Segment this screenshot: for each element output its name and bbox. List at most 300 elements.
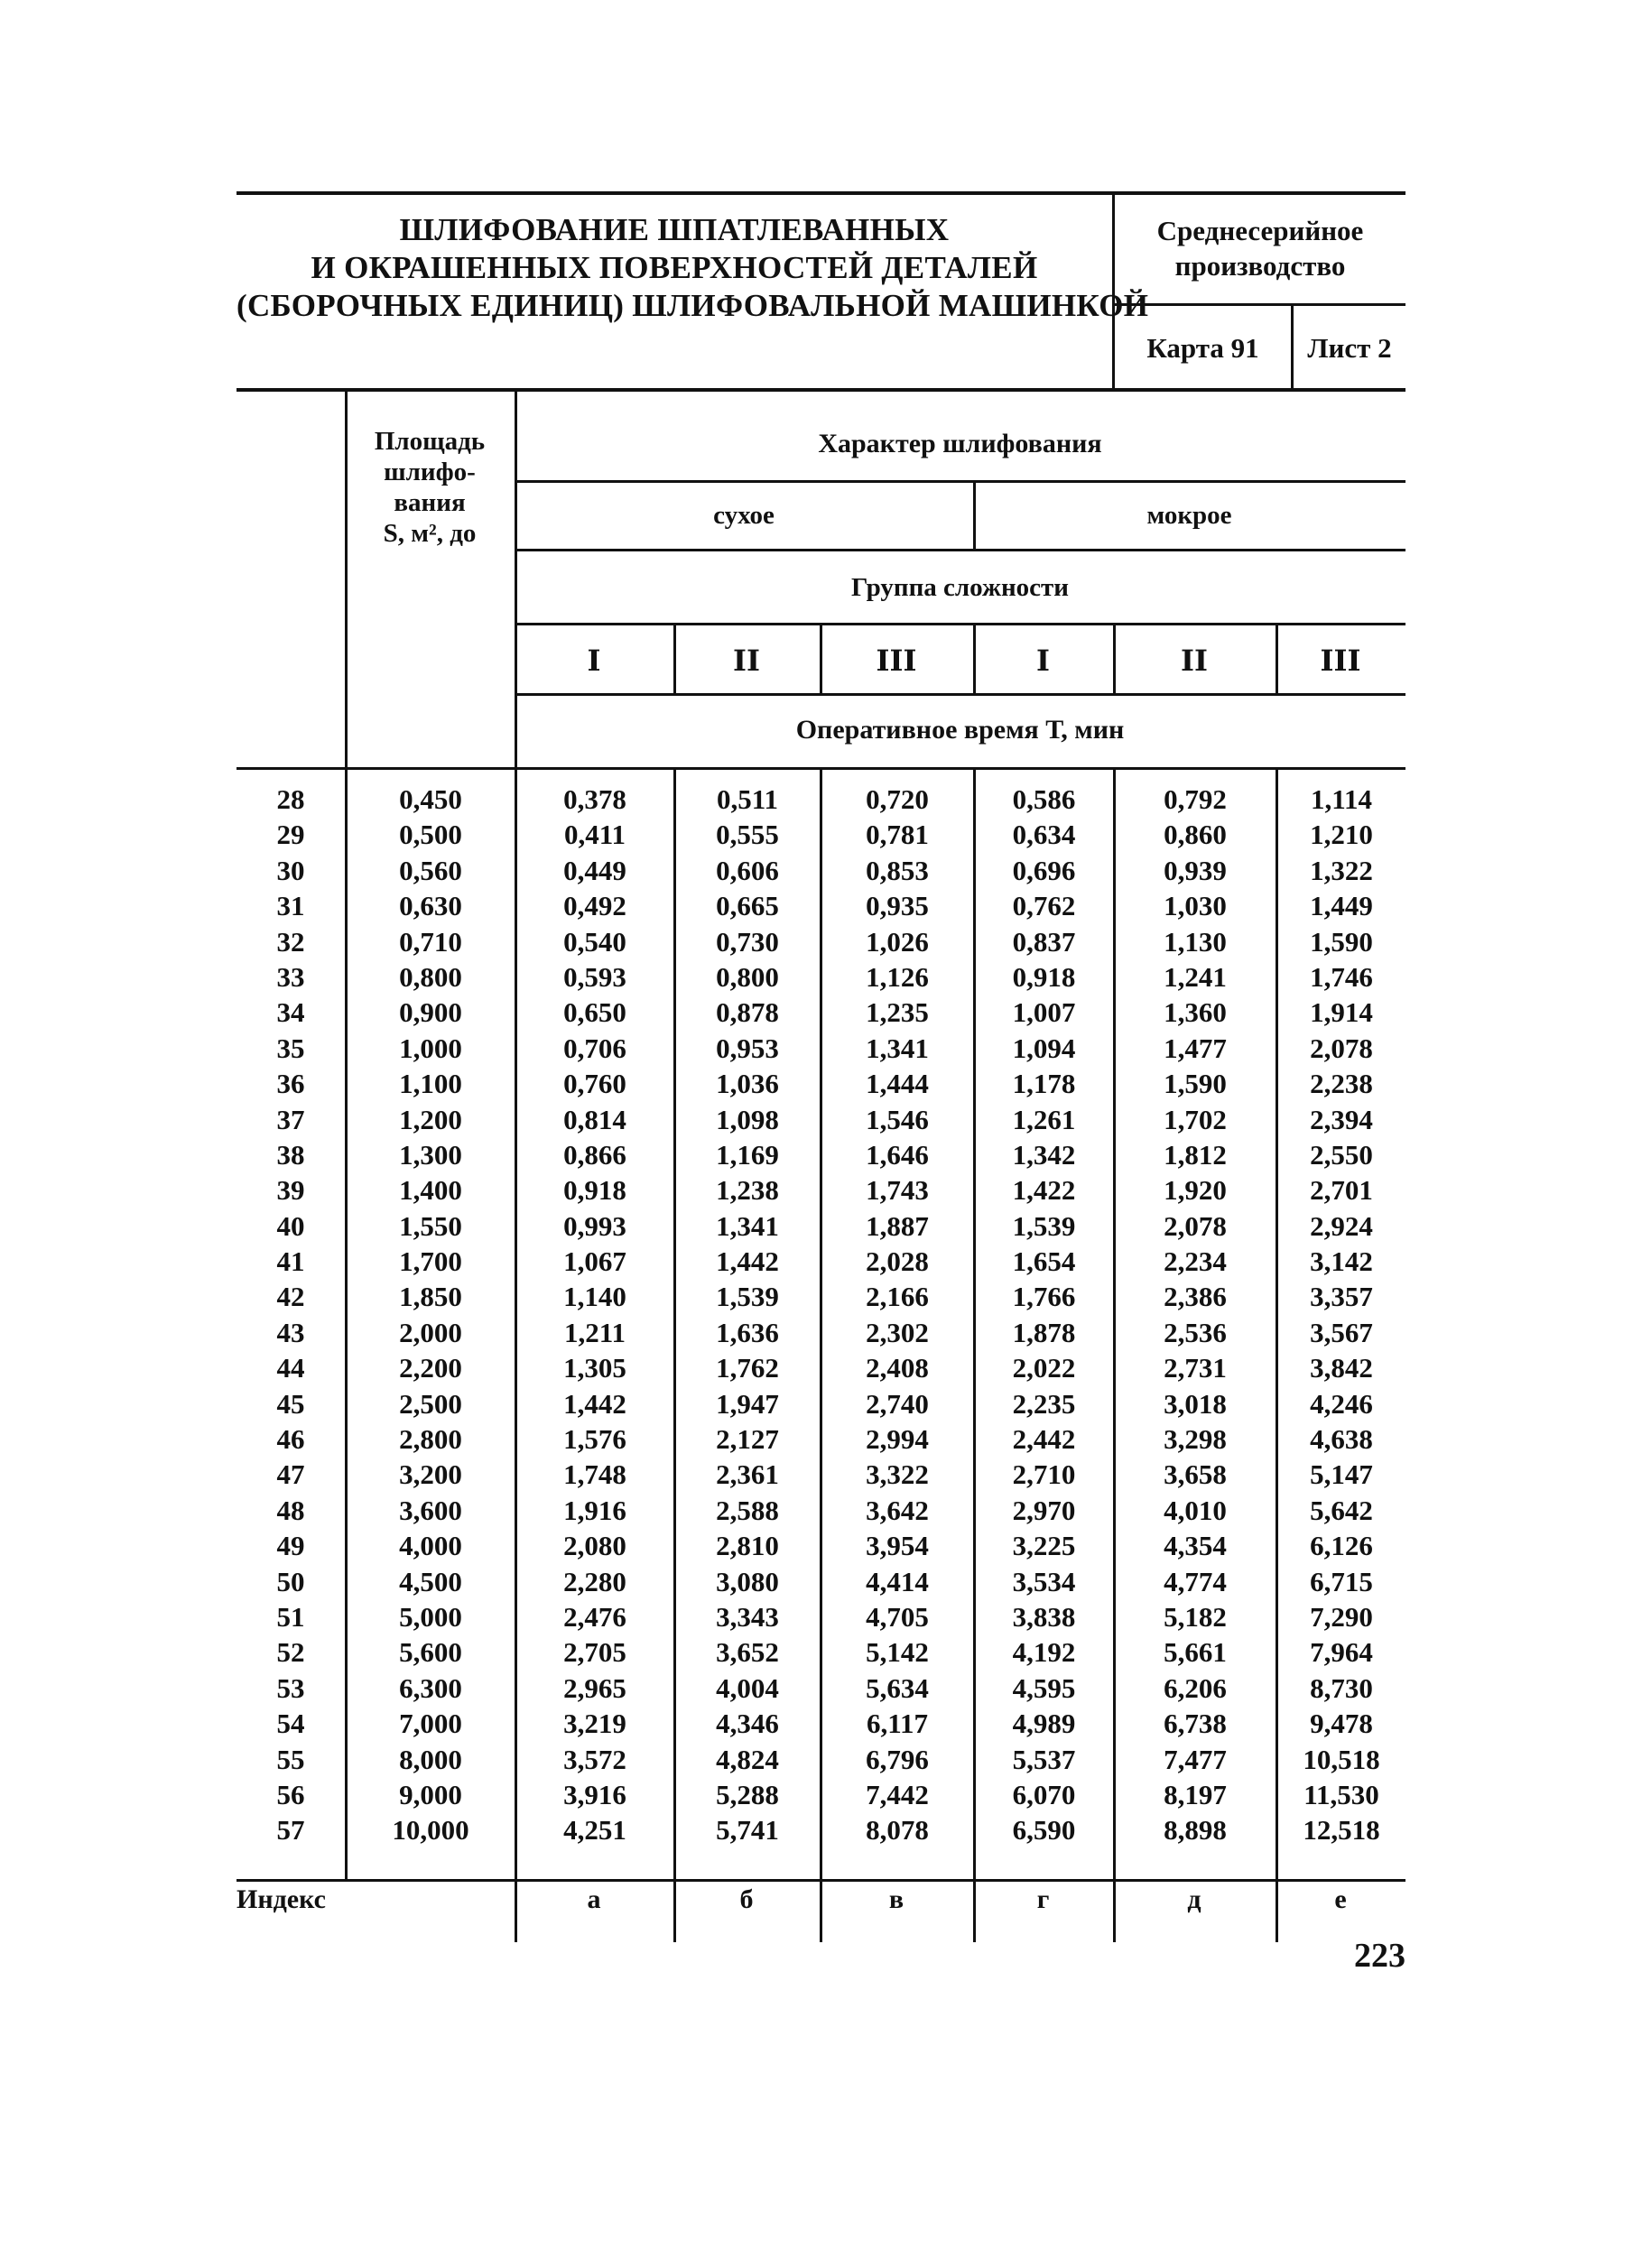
- table-row: [237, 1244, 1410, 1279]
- time-value: 1,748: [563, 1458, 626, 1491]
- time-value: 1,743: [866, 1174, 929, 1207]
- time-value: 5,537: [1012, 1743, 1076, 1775]
- time-value: 4,004: [716, 1671, 779, 1704]
- title-line: И ОКРАШЕННЫХ ПОВЕРХНОСТЕЙ ДЕТАЛЕЙ: [311, 250, 1038, 285]
- time-value: 4,246: [1310, 1387, 1373, 1420]
- row-number: 37: [276, 1103, 305, 1135]
- time-value: 5,661: [1164, 1636, 1227, 1669]
- time-value: 3,842: [1310, 1352, 1373, 1384]
- time-value: 2,810: [716, 1530, 779, 1562]
- time-value: 2,710: [1012, 1458, 1076, 1491]
- time-value: 1,546: [866, 1103, 929, 1135]
- area-header-line: S, м², до: [383, 519, 477, 548]
- time-value: 2,127: [716, 1423, 779, 1456]
- time-value: 0,918: [563, 1174, 626, 1207]
- area-value: 0,630: [399, 890, 462, 922]
- table-row: [237, 1350, 1410, 1385]
- time-value: 5,142: [866, 1636, 929, 1669]
- table-rule: [515, 480, 1405, 483]
- time-value: 1,007: [1012, 996, 1076, 1029]
- time-value: 1,114: [1310, 783, 1373, 815]
- table-rule: [515, 693, 1405, 696]
- time-value: 0,665: [716, 890, 779, 922]
- time-value: 0,918: [1012, 960, 1076, 993]
- time-value: 8,197: [1164, 1778, 1227, 1810]
- time-value: 2,970: [1012, 1494, 1076, 1526]
- time-value: 1,887: [866, 1209, 929, 1242]
- time-value: 1,636: [716, 1316, 779, 1348]
- time-value: 2,588: [716, 1494, 779, 1526]
- time-value: 4,354: [1164, 1530, 1227, 1562]
- area-value: 5,000: [399, 1600, 462, 1633]
- area-column-header: [345, 426, 515, 549]
- table-row: [237, 1671, 1410, 1706]
- time-value: 0,540: [563, 925, 626, 958]
- row-number: 57: [276, 1814, 305, 1847]
- time-value: 8,898: [1164, 1814, 1227, 1847]
- time-value: 2,166: [866, 1281, 929, 1313]
- time-value: 1,539: [716, 1281, 779, 1313]
- time-value: 1,766: [1012, 1281, 1076, 1313]
- time-value: 1,235: [866, 996, 929, 1029]
- table-row: [237, 1457, 1410, 1492]
- time-value: 1,646: [866, 1138, 929, 1171]
- table-row: [237, 782, 1410, 817]
- time-value: 5,288: [716, 1778, 779, 1810]
- time-value: 4,638: [1310, 1423, 1373, 1456]
- time-value: 1,878: [1012, 1316, 1076, 1348]
- area-value: 1,400: [399, 1174, 462, 1207]
- area-value: 1,200: [399, 1103, 462, 1135]
- time-value: 7,442: [866, 1778, 929, 1810]
- time-value: 1,914: [1310, 996, 1373, 1029]
- table-row: [237, 959, 1410, 995]
- area-value: 1,100: [399, 1068, 462, 1100]
- time-value: 2,731: [1164, 1352, 1227, 1384]
- time-value: 2,235: [1012, 1387, 1076, 1420]
- time-value: 6,715: [1310, 1565, 1373, 1597]
- time-value: 1,238: [716, 1174, 779, 1207]
- time-value: 0,866: [563, 1138, 626, 1171]
- time-value: 0,800: [716, 960, 779, 993]
- sheet-number: Лист 2: [1307, 332, 1392, 364]
- time-value: 2,705: [563, 1636, 626, 1669]
- table-row: [237, 1706, 1410, 1741]
- time-value: 1,442: [563, 1387, 626, 1420]
- time-value: 7,477: [1164, 1743, 1227, 1775]
- time-value: 2,080: [563, 1530, 626, 1562]
- row-number: 43: [276, 1316, 305, 1348]
- operation-title: [237, 211, 1149, 325]
- time-value: 2,078: [1310, 1032, 1373, 1064]
- time-value: 0,449: [563, 854, 626, 886]
- group-header: I: [1036, 643, 1050, 678]
- row-number: 47: [276, 1458, 305, 1491]
- table-row: [237, 924, 1410, 959]
- time-value: 1,477: [1164, 1032, 1227, 1064]
- row-number: 30: [276, 854, 305, 886]
- time-value: 0,720: [866, 783, 929, 815]
- time-value: 3,219: [563, 1708, 626, 1740]
- area-value: 10,000: [392, 1814, 469, 1847]
- row-number: 55: [276, 1743, 305, 1775]
- table-row: [237, 1315, 1410, 1350]
- row-number: 39: [276, 1174, 305, 1207]
- time-value: 2,386: [1164, 1281, 1227, 1313]
- time-value: 1,169: [716, 1138, 779, 1171]
- area-value: 9,000: [399, 1778, 462, 1810]
- row-number: 54: [276, 1708, 305, 1740]
- time-value: 1,449: [1310, 890, 1373, 922]
- time-value: 1,094: [1012, 1032, 1076, 1064]
- area-value: 1,700: [399, 1245, 462, 1278]
- area-value: 2,000: [399, 1316, 462, 1348]
- time-value: 3,838: [1012, 1600, 1076, 1633]
- area-value: 0,450: [399, 783, 462, 815]
- table-row: [237, 1137, 1410, 1172]
- index-letter: д: [1187, 1884, 1201, 1914]
- production-line: производство: [1174, 250, 1346, 282]
- time-value: 0,853: [866, 854, 929, 886]
- row-number: 40: [276, 1209, 305, 1242]
- time-value: 2,022: [1012, 1352, 1076, 1384]
- row-number: 48: [276, 1494, 305, 1526]
- time-value: 0,860: [1164, 819, 1227, 851]
- header-divider: [1112, 303, 1405, 306]
- time-value: 1,576: [563, 1423, 626, 1456]
- area-value: 2,500: [399, 1387, 462, 1420]
- time-value: 0,993: [563, 1209, 626, 1242]
- area-value: 4,500: [399, 1565, 462, 1597]
- index-letter: г: [1036, 1884, 1050, 1914]
- row-number: 34: [276, 996, 305, 1029]
- table-row: [237, 1812, 1410, 1847]
- area-value: 4,000: [399, 1530, 462, 1562]
- time-value: 3,225: [1012, 1530, 1076, 1562]
- time-value: 2,965: [563, 1671, 626, 1704]
- time-value: 2,280: [563, 1565, 626, 1597]
- row-number: 31: [276, 890, 305, 922]
- time-value: 9,478: [1310, 1708, 1373, 1740]
- time-value: 0,606: [716, 854, 779, 886]
- table-row: [237, 888, 1410, 923]
- row-number: 52: [276, 1636, 305, 1669]
- operative-time-header: Оперативное время Т, мин: [795, 715, 1125, 745]
- time-value: 3,343: [716, 1600, 779, 1633]
- area-value: 0,710: [399, 925, 462, 958]
- time-value: 3,322: [866, 1458, 929, 1491]
- time-value: 1,342: [1012, 1138, 1076, 1171]
- card-header: [237, 191, 1405, 392]
- time-value: 0,586: [1012, 783, 1076, 815]
- time-value: 1,947: [716, 1387, 779, 1420]
- time-value: 4,251: [563, 1814, 626, 1847]
- time-value: 3,080: [716, 1565, 779, 1597]
- time-value: 0,939: [1164, 854, 1227, 886]
- time-value: 1,916: [563, 1494, 626, 1526]
- time-value: 2,028: [866, 1245, 929, 1278]
- time-value: 1,341: [716, 1209, 779, 1242]
- time-value: 10,518: [1303, 1743, 1380, 1775]
- table-row: [237, 1172, 1410, 1208]
- table-rule: [515, 549, 1405, 551]
- table-row: [237, 817, 1410, 852]
- row-number: 35: [276, 1032, 305, 1064]
- time-value: 3,652: [716, 1636, 779, 1669]
- dry-header: сухое: [713, 501, 775, 530]
- time-value: 0,593: [563, 960, 626, 993]
- time-value: 5,741: [716, 1814, 779, 1847]
- time-value: 2,476: [563, 1600, 626, 1633]
- group-header: I: [587, 643, 601, 678]
- time-value: 1,130: [1164, 925, 1227, 958]
- row-number: 33: [276, 960, 305, 993]
- area-header-line: вания: [394, 488, 466, 517]
- time-value: 4,705: [866, 1600, 929, 1633]
- time-value: 4,774: [1164, 1565, 1227, 1597]
- time-value: 5,642: [1310, 1494, 1373, 1526]
- table-row: [237, 1066, 1410, 1101]
- time-value: 0,953: [716, 1032, 779, 1064]
- time-value: 2,408: [866, 1352, 929, 1384]
- time-value: 3,658: [1164, 1458, 1227, 1491]
- area-value: 8,000: [399, 1743, 462, 1775]
- production-line: Среднесерийное: [1156, 215, 1364, 246]
- index-letter: в: [888, 1884, 904, 1914]
- row-number: 36: [276, 1068, 305, 1100]
- time-value: 2,078: [1164, 1209, 1227, 1242]
- time-value: 2,740: [866, 1387, 929, 1420]
- time-value: 2,361: [716, 1458, 779, 1491]
- title-line: ШЛИФОВАНИЕ ШПАТЛЕВАННЫХ: [399, 212, 950, 247]
- area-value: 0,900: [399, 996, 462, 1029]
- row-number: 53: [276, 1671, 305, 1704]
- table-row: [237, 1031, 1410, 1066]
- table-row: [237, 1742, 1410, 1777]
- time-value: 3,642: [866, 1494, 929, 1526]
- time-value: 2,550: [1310, 1138, 1373, 1171]
- time-value: 1,026: [866, 925, 929, 958]
- time-value: 1,746: [1310, 960, 1373, 993]
- time-value: 6,070: [1012, 1778, 1076, 1810]
- time-value: 0,792: [1164, 783, 1227, 815]
- time-value: 2,994: [866, 1423, 929, 1456]
- area-header-line: Площадь: [374, 427, 486, 456]
- time-value: 3,142: [1310, 1245, 1373, 1278]
- group-header: III: [876, 643, 917, 678]
- time-value: 1,261: [1012, 1103, 1076, 1135]
- grinding-character-header: Характер шлифования: [818, 429, 1102, 458]
- row-number: 28: [276, 783, 305, 815]
- time-value: 2,394: [1310, 1103, 1373, 1135]
- table-row: [237, 1208, 1410, 1244]
- row-number: 42: [276, 1281, 305, 1313]
- area-header-line: шлифо-: [384, 458, 476, 486]
- time-value: 4,346: [716, 1708, 779, 1740]
- area-value: 1,300: [399, 1138, 462, 1171]
- time-value: 1,126: [866, 960, 929, 993]
- time-value: 0,634: [1012, 819, 1076, 851]
- time-value: 4,010: [1164, 1494, 1227, 1526]
- table-row: [237, 1279, 1410, 1314]
- time-value: 3,916: [563, 1778, 626, 1810]
- time-value: 1,702: [1164, 1103, 1227, 1135]
- time-value: 0,730: [716, 925, 779, 958]
- area-value: 0,500: [399, 819, 462, 851]
- area-value: 3,200: [399, 1458, 462, 1491]
- row-number: 38: [276, 1138, 305, 1171]
- table-row: [237, 1564, 1410, 1599]
- table-row: [237, 853, 1410, 888]
- time-value: 1,422: [1012, 1174, 1076, 1207]
- time-value: 1,241: [1164, 960, 1227, 993]
- time-value: 0,762: [1012, 890, 1076, 922]
- time-value: 4,192: [1012, 1636, 1076, 1669]
- time-value: 11,530: [1303, 1778, 1379, 1810]
- time-value: 0,781: [866, 819, 929, 851]
- time-value: 12,518: [1303, 1814, 1380, 1847]
- time-value: 1,030: [1164, 890, 1227, 922]
- time-value: 8,730: [1310, 1671, 1373, 1704]
- area-value: 7,000: [399, 1708, 462, 1740]
- area-value: 0,560: [399, 854, 462, 886]
- time-value: 5,147: [1310, 1458, 1373, 1491]
- time-value: 3,567: [1310, 1316, 1373, 1348]
- table-row: [237, 1777, 1410, 1812]
- area-value: 6,300: [399, 1671, 462, 1704]
- table-row: [237, 1421, 1410, 1457]
- time-value: 0,878: [716, 996, 779, 1029]
- row-number: 32: [276, 925, 305, 958]
- time-value: 1,322: [1310, 854, 1373, 886]
- time-value: 0,706: [563, 1032, 626, 1064]
- time-value: 0,814: [563, 1103, 626, 1135]
- time-value: 4,824: [716, 1743, 779, 1775]
- area-value: 2,200: [399, 1352, 462, 1384]
- table-row: [237, 1528, 1410, 1563]
- card-number: Карта 91: [1146, 332, 1259, 364]
- time-value: 1,812: [1164, 1138, 1227, 1171]
- group-header: II: [733, 643, 760, 678]
- group-header: II: [1181, 643, 1208, 678]
- time-value: 2,442: [1012, 1423, 1076, 1456]
- time-value: 5,182: [1164, 1600, 1227, 1633]
- title-line: (СБОРОЧНЫХ ЕДИНИЦ) ШЛИФОВАЛЬНОЙ МАШИНКОЙ: [237, 288, 1149, 323]
- time-value: 2,234: [1164, 1245, 1227, 1278]
- time-value: 1,590: [1310, 925, 1373, 958]
- time-value: 3,954: [866, 1530, 929, 1562]
- time-value: 1,341: [866, 1032, 929, 1064]
- time-value: 2,536: [1164, 1316, 1227, 1348]
- row-number: 51: [276, 1600, 305, 1633]
- row-number: 29: [276, 819, 305, 851]
- time-value: 1,178: [1012, 1068, 1076, 1100]
- time-value: 4,595: [1012, 1671, 1076, 1704]
- time-value: 0,511: [716, 783, 779, 815]
- area-value: 1,000: [399, 1032, 462, 1064]
- time-value: 7,290: [1310, 1600, 1373, 1633]
- production-type: [1115, 213, 1405, 283]
- time-value: 1,211: [563, 1316, 626, 1348]
- time-value: 1,444: [866, 1068, 929, 1100]
- time-value: 0,935: [866, 890, 929, 922]
- time-value: 2,701: [1310, 1174, 1373, 1207]
- time-value: 8,078: [866, 1814, 929, 1847]
- time-value: 4,989: [1012, 1708, 1076, 1740]
- row-number: 46: [276, 1423, 305, 1456]
- time-value: 0,760: [563, 1068, 626, 1100]
- index-letter: е: [1334, 1884, 1347, 1914]
- group-header: III: [1320, 643, 1361, 678]
- time-value: 6,117: [866, 1708, 929, 1740]
- time-value: 1,539: [1012, 1209, 1076, 1242]
- time-value: 1,360: [1164, 996, 1227, 1029]
- row-number: 41: [276, 1245, 305, 1278]
- row-number: 56: [276, 1778, 305, 1810]
- area-value: 5,600: [399, 1636, 462, 1669]
- time-value: 0,378: [563, 783, 626, 815]
- row-number: 50: [276, 1565, 305, 1597]
- time-value: 1,920: [1164, 1174, 1227, 1207]
- time-value: 2,302: [866, 1316, 929, 1348]
- time-value: 0,650: [563, 996, 626, 1029]
- time-value: 0,411: [563, 819, 626, 851]
- time-value: 6,738: [1164, 1708, 1227, 1740]
- table-rule: [515, 623, 1405, 625]
- index-label: Индекс: [237, 1884, 326, 1914]
- time-value: 0,837: [1012, 925, 1076, 958]
- time-value: 5,634: [866, 1671, 929, 1704]
- time-value: 2,238: [1310, 1068, 1373, 1100]
- time-value: 2,924: [1310, 1209, 1373, 1242]
- time-value: 0,492: [563, 890, 626, 922]
- area-value: 1,850: [399, 1281, 462, 1313]
- time-value: 3,298: [1164, 1423, 1227, 1456]
- table-body: [237, 782, 1410, 1848]
- time-value: 0,555: [716, 819, 779, 851]
- table-row: [237, 1102, 1410, 1137]
- time-value: 3,018: [1164, 1387, 1227, 1420]
- row-number: 49: [276, 1530, 305, 1562]
- time-value: 6,126: [1310, 1530, 1373, 1562]
- time-value: 1,654: [1012, 1245, 1076, 1278]
- row-number: 45: [276, 1387, 305, 1420]
- time-value: 6,590: [1012, 1814, 1076, 1847]
- wet-header: мокрое: [1146, 501, 1232, 530]
- page-number: 223: [1354, 1937, 1405, 1975]
- area-value: 1,550: [399, 1209, 462, 1242]
- area-value: 0,800: [399, 960, 462, 993]
- time-value: 1,210: [1310, 819, 1373, 851]
- row-number: 44: [276, 1352, 305, 1384]
- time-value: 0,696: [1012, 854, 1076, 886]
- time-value: 1,067: [563, 1245, 626, 1278]
- table-row: [237, 1599, 1410, 1634]
- area-value: 3,600: [399, 1494, 462, 1526]
- table-row: [237, 1493, 1410, 1528]
- time-value: 3,534: [1012, 1565, 1076, 1597]
- time-value: 1,762: [716, 1352, 779, 1384]
- time-value: 1,442: [716, 1245, 779, 1278]
- time-value: 1,140: [563, 1281, 626, 1313]
- index-letter: б: [739, 1884, 754, 1914]
- time-value: 3,357: [1310, 1281, 1373, 1313]
- area-value: 2,800: [399, 1423, 462, 1456]
- time-value: 7,964: [1310, 1636, 1373, 1669]
- complexity-group-header: Группа сложности: [850, 573, 1070, 602]
- time-value: 1,036: [716, 1068, 779, 1100]
- time-value: 6,796: [866, 1743, 929, 1775]
